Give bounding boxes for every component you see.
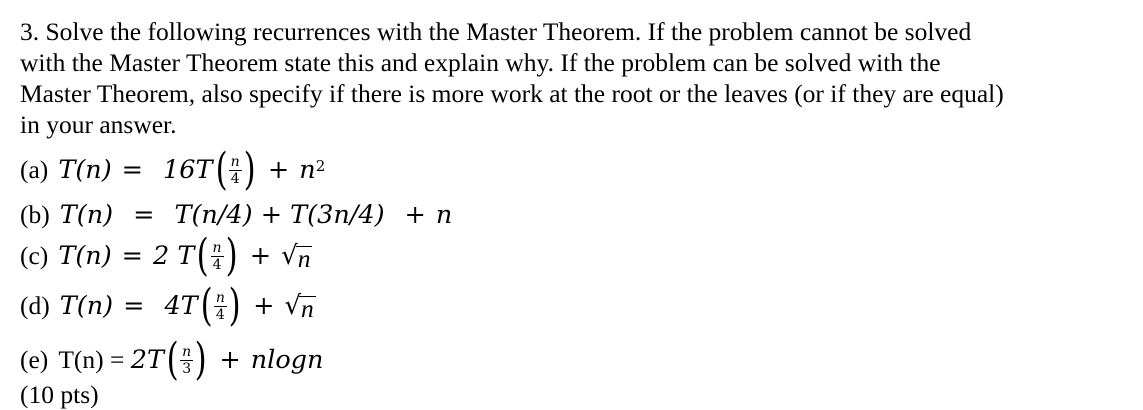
equals-d: = [123, 291, 145, 321]
term-d: n [301, 294, 314, 323]
cutoff-line [20, 380, 99, 409]
recurrence-b [20, 200, 452, 230]
frac-den-c: 4 [212, 256, 222, 273]
rhs-b: T(n/4) + T(3n/4) [174, 200, 385, 230]
radical-c: √ [281, 241, 298, 271]
plus-d: + [253, 291, 275, 321]
plus-b: + [404, 200, 426, 230]
radical-d: √ [284, 291, 302, 321]
lhs-b: T(n) [59, 200, 114, 230]
coef-e: 2T [130, 345, 164, 375]
item-label-b: (b) [20, 200, 50, 229]
plus-e: + [219, 345, 241, 375]
exp-a: 2 [315, 157, 326, 175]
sqrt-d [284, 291, 315, 321]
frac-den-e: 3 [182, 360, 192, 377]
coef-a: 16T [163, 155, 213, 185]
cutoff-text: (10 pts) [20, 380, 99, 409]
term-c: n [297, 244, 311, 273]
lhs-a: T(n) [58, 155, 112, 185]
item-label-c: (c) [20, 241, 49, 270]
frac-num-c: n [212, 239, 222, 256]
lhs-c: T(n) [58, 241, 112, 271]
frac-den-d: 4 [215, 306, 225, 323]
fraction-a: ( $\frac{n}{4}$ ) [215, 144, 256, 195]
plus-c: + [249, 241, 272, 271]
recurrence-e [20, 334, 324, 385]
equals-a: = [121, 155, 144, 185]
recurrence-c [20, 230, 312, 281]
item-label-d: (d) [20, 291, 50, 320]
question-text [20, 16, 1130, 140]
fraction-c: ( $\frac{n}{4}$ ) [196, 230, 238, 281]
item-label-e: (e) [20, 345, 49, 374]
term-b: n [435, 200, 453, 230]
term-e: nlogn [250, 345, 324, 375]
frac-num-d: n [215, 289, 225, 306]
question-line-4: in your answer. [20, 110, 177, 139]
fraction-e: ( $\frac{n}{3}$ ) [166, 334, 207, 385]
sqrt-c [281, 241, 312, 271]
question-line-1: 3. Solve the following recurrences with the Master Theorem. If the problem cannot be solved [20, 17, 972, 46]
lhs-e: T(n) = [58, 345, 131, 374]
lhs-d: T(n) [59, 291, 114, 321]
fraction-d: ( $\frac{n}{4}$ ) [200, 280, 241, 331]
recurrence-a [20, 144, 326, 195]
equals-b: = [133, 200, 155, 230]
recurrence-d [20, 280, 316, 331]
question-line-3: Master Theorem, also specify if there is more work at the root or the leaves (or if they are equal) [20, 79, 1004, 108]
item-label-a: (a) [20, 155, 49, 184]
question-line-2: with the Master Theorem state this and explain why. If the problem can be solved with the [20, 48, 941, 77]
coef-d: 4T [164, 291, 198, 321]
frac-num-a: n [230, 153, 240, 170]
coef-c: 2 T [153, 241, 195, 271]
plus-a: + [267, 155, 290, 185]
frac-den-a: 4 [230, 170, 240, 187]
frac-num-e: n [182, 343, 192, 360]
equals-c: = [121, 241, 144, 271]
term-a: n [299, 155, 316, 185]
